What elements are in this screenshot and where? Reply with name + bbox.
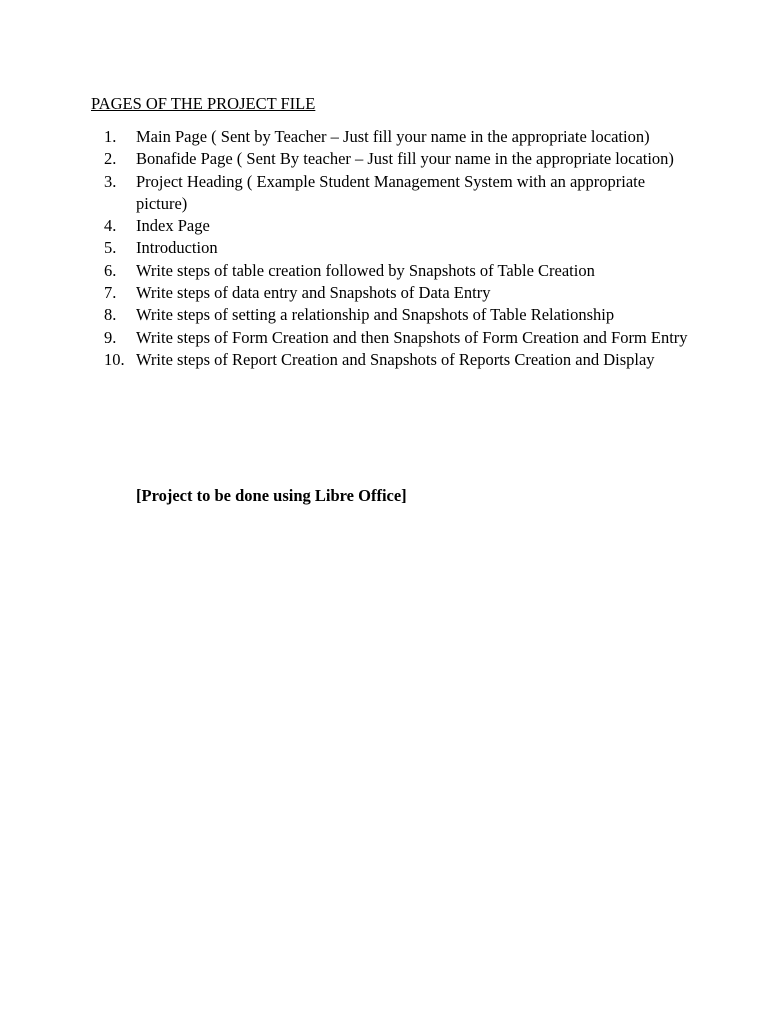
list-item-text: Bonafide Page ( Sent By teacher – Just fill your name in the appropriate location) [136,149,674,169]
list-item [104,327,694,349]
list-item-number: 7. [104,283,117,303]
document-title: PAGES OF THE PROJECT FILE [91,94,316,113]
list-item [104,148,694,170]
list-item-number: 4. [104,216,117,236]
list-item-text: Introduction [136,238,218,258]
project-note: [Project to be done using Libre Office] [136,486,407,505]
list-item-number: 9. [104,327,117,347]
list-item-number: 1. [104,127,117,146]
list-item [104,282,694,304]
list-item [104,349,694,371]
list-item-number: 2. [104,149,117,169]
list-item [104,304,694,326]
list-item-number: 3. [104,171,117,191]
list-item-text: Write steps of Form Creation and then Snapshots of Form Creation and Form Entry [136,327,688,347]
list-item-number: 8. [104,305,117,325]
list-item-text: Write steps of table creation followed by Snapshots of Table Creation [136,260,595,280]
list-item [104,215,694,237]
list-item [104,237,694,259]
list-item-text: Write steps of setting a relationship and Snapshots of Table Relationship [136,305,615,325]
list-item-text: Write steps of data entry and Snapshots of Data Entry [136,283,491,303]
project-pages-list [104,126,694,371]
list-item-text: Index Page [136,216,210,236]
list-item [104,260,694,282]
list-item-number: 10. [104,349,125,369]
list-item [104,171,694,216]
list-item-number: 6. [104,260,117,280]
list-item-number: 5. [104,238,117,258]
list-item-text: Main Page ( Sent by Teacher – Just fill your name in the appropriate location) [136,127,650,146]
list-item-text: Write steps of Report Creation and Snapshots of Reports Creation and Display [136,349,655,369]
list-item [104,126,694,148]
list-item-text: Project Heading ( Example Student Management System with an appropriate picture) [136,171,646,213]
